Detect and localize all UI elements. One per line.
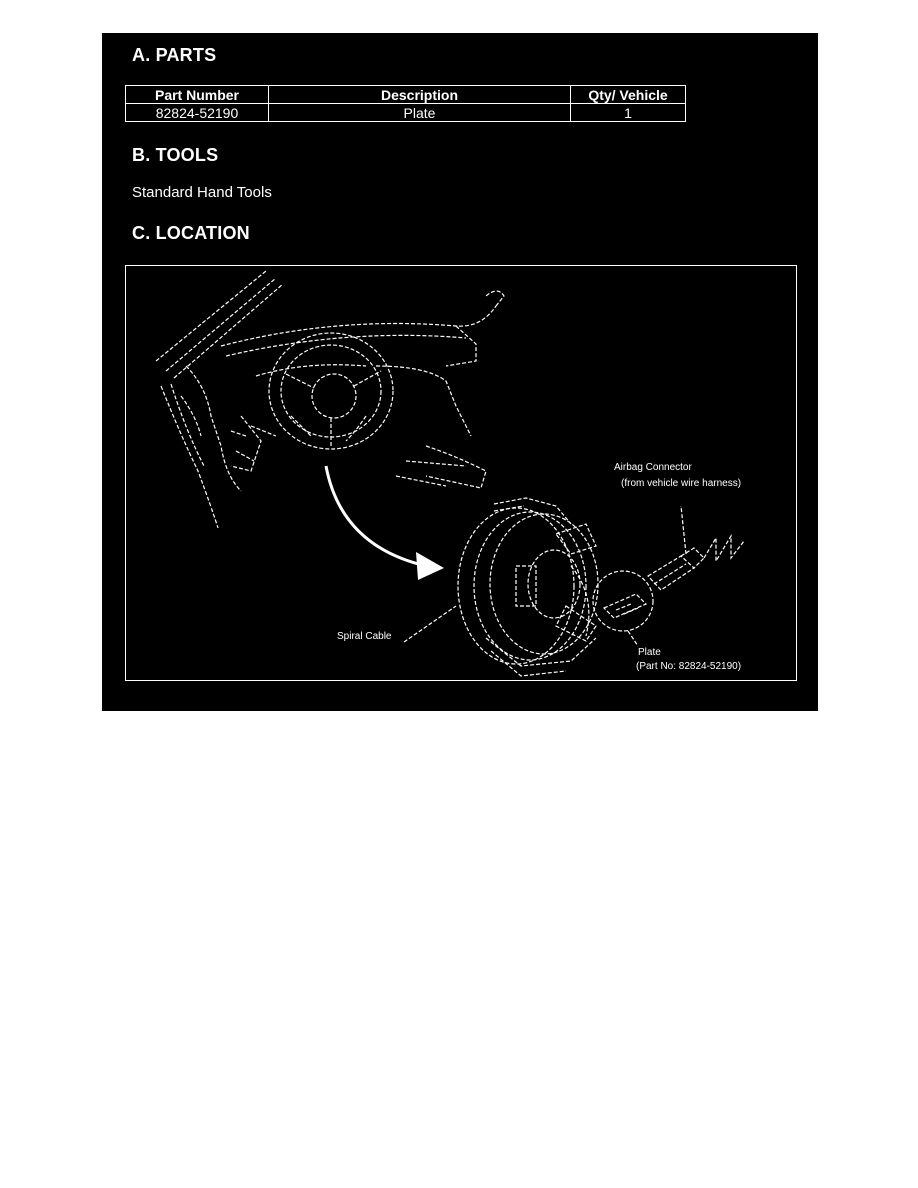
leader-lines [404, 606, 638, 646]
parts-table-header-row [126, 86, 686, 104]
cell-description: Plate [269, 104, 571, 122]
location-heading: C. LOCATION [132, 223, 250, 243]
airbag-connector [648, 506, 744, 590]
column-header-part-number: Part Number [126, 86, 269, 104]
column-header-qty: Qty/ Vehicle [571, 86, 686, 104]
location-illustration [126, 266, 796, 680]
location-figure [125, 265, 797, 681]
plate-magnifier [593, 571, 653, 631]
airbag-connector-sublabel: (from vehicle wire harness) [621, 478, 742, 489]
column-header-description: Description [269, 86, 571, 104]
spiral-cable [458, 498, 598, 676]
table-row [126, 104, 686, 122]
spiral-cable-label: Spiral Cable [337, 631, 392, 642]
document-panel [102, 33, 818, 711]
steering-wheel [269, 333, 393, 449]
plate-label: Plate [638, 647, 661, 658]
parts-table [125, 85, 686, 122]
a-pillar [156, 271, 283, 528]
cell-qty: 1 [571, 104, 686, 122]
plate-part-number-label: (Part No: 82824-52190) [636, 661, 742, 672]
airbag-connector-label: Airbag Connector [614, 462, 692, 473]
arrow-icon [326, 466, 444, 580]
parts-heading: A. PARTS [132, 45, 217, 65]
tools-heading: B. TOOLS [132, 145, 219, 165]
cell-part-number: 82824-52190 [126, 104, 269, 122]
dashboard [181, 291, 504, 491]
tools-text: Standard Hand Tools [132, 184, 272, 201]
